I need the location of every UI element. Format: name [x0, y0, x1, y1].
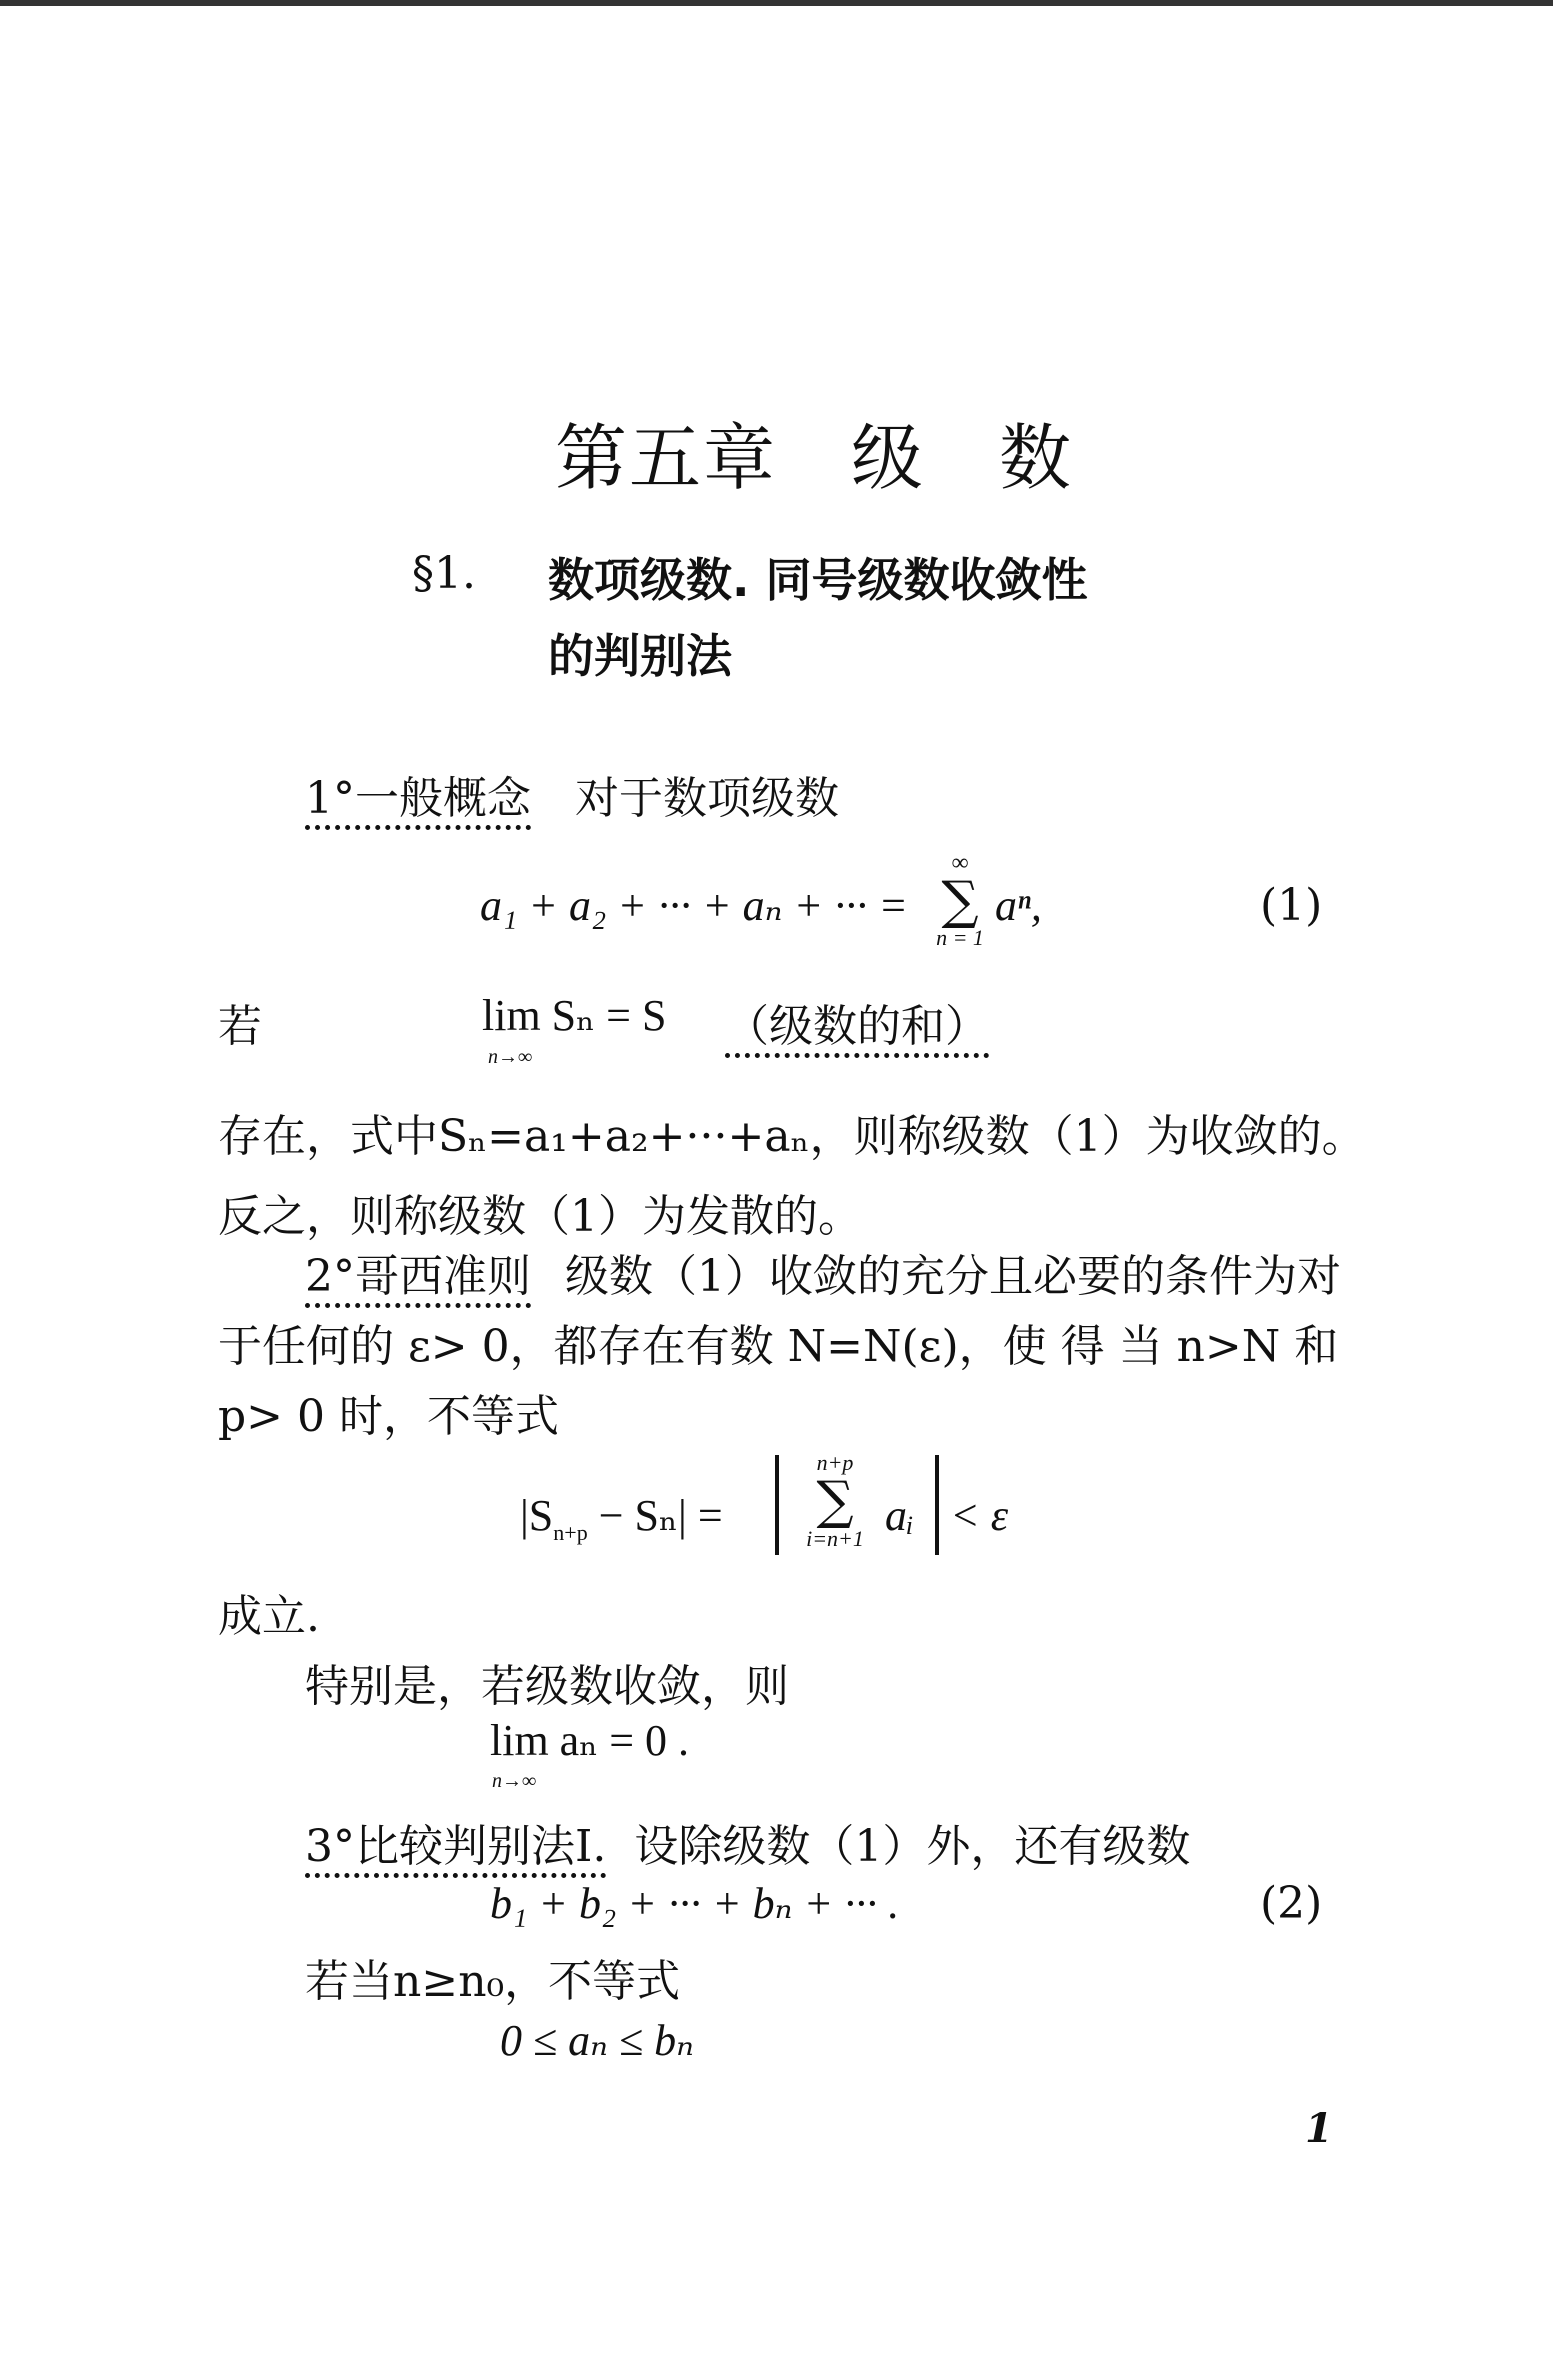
sigma-symbol: ∑ — [941, 871, 979, 931]
eq1-sum — [930, 850, 990, 951]
eq2-sum-body: aᵢ — [885, 1491, 914, 1540]
paragraph-6 — [305, 1810, 1190, 1874]
eq1-lhs: a₁ + a₂ + ··· + aₙ + ··· = — [480, 881, 908, 930]
section-title-line2: 的判别法 — [548, 629, 732, 683]
p5-subscript: n→∞ — [492, 1770, 537, 1792]
paragraph-4: 成立. — [218, 1591, 320, 1642]
eq2-lhs-rest: − Sₙ| = — [598, 1491, 723, 1540]
term-cauchy-criterion: 2°哥西准则 — [305, 1251, 531, 1302]
limit-prefix: 若 — [218, 1001, 262, 1052]
eq1-sum-lower: n = 1 — [936, 925, 984, 950]
p5-formula: lim aₙ = 0 . — [490, 1716, 690, 1765]
sigma-symbol-2: ∑ — [816, 1471, 854, 1531]
eq2-sum-upper: n+p — [816, 1450, 854, 1475]
paragraph-5: 特别是，若级数收敛，则 — [305, 1661, 789, 1712]
eq2-rhs: < ε — [950, 1491, 1009, 1540]
paragraph-1-text: 对于数项级数 — [575, 773, 839, 824]
eq2-lhs-s: |S — [520, 1491, 554, 1540]
eq2-sum — [790, 1450, 880, 1552]
eq3-formula: b₁ + b₂ + ··· + bₙ + ··· . — [490, 1879, 900, 1928]
page-number: 1 — [1305, 2105, 1333, 2152]
paragraph-3-line1 — [305, 1240, 1341, 1304]
paragraph-7: 若当n≥n₀，不等式 — [305, 1956, 681, 2007]
term-comparison-test: 3°比较判别法Ⅰ. — [305, 1821, 607, 1872]
eq1-sum-upper: ∞ — [951, 850, 969, 876]
paragraph-1 — [305, 762, 839, 826]
limit-note: （级数的和） — [725, 1001, 989, 1052]
eq2-abs-right — [935, 1455, 939, 1555]
eq2-lhs-sub: n+p — [553, 1519, 588, 1545]
eq1-number: (1) — [1260, 880, 1323, 931]
paragraph-6-text: 设除级数（1）外，还有级数 — [634, 1821, 1191, 1872]
scan-edge — [0, 0, 1553, 6]
chapter-title: 第五章 级 数 — [555, 416, 1074, 500]
section-number: §1. — [412, 548, 476, 599]
paragraph-2-line1: 存在，式中Sₙ=a₁+a₂+···+aₙ，则称级数（1）为收敛的。 — [218, 1111, 1366, 1162]
eq1-sum-body: aⁿ, — [995, 881, 1042, 930]
eq3-number: (2) — [1260, 1878, 1323, 1929]
paragraph-3-text: 级数（1）收敛的充分且必要的条件为对 — [565, 1251, 1341, 1302]
paragraph-3-line3: p> 0 时，不等式 — [218, 1391, 559, 1442]
eq2-abs-left — [775, 1455, 779, 1555]
paragraph-3-line2: 于任何的 ε> 0，都存在有数 N=N(ε)，使 得 当 n>N 和 — [218, 1321, 1339, 1372]
limit-subscript: n→∞ — [488, 1046, 533, 1068]
eq2-lhs — [520, 1490, 723, 1546]
limit-formula: lim Sₙ = S — [482, 991, 667, 1040]
section-title-line1: 数项级数. 同号级数收敛性 — [548, 553, 1088, 607]
p7-formula: 0 ≤ aₙ ≤ bₙ — [500, 2016, 694, 2065]
eq2-sum-lower: i=n+1 — [806, 1526, 864, 1551]
paragraph-2-line2: 反之，则称级数（1）为发散的。 — [218, 1191, 862, 1242]
term-general-concept: 1°一般概念 — [305, 773, 531, 824]
